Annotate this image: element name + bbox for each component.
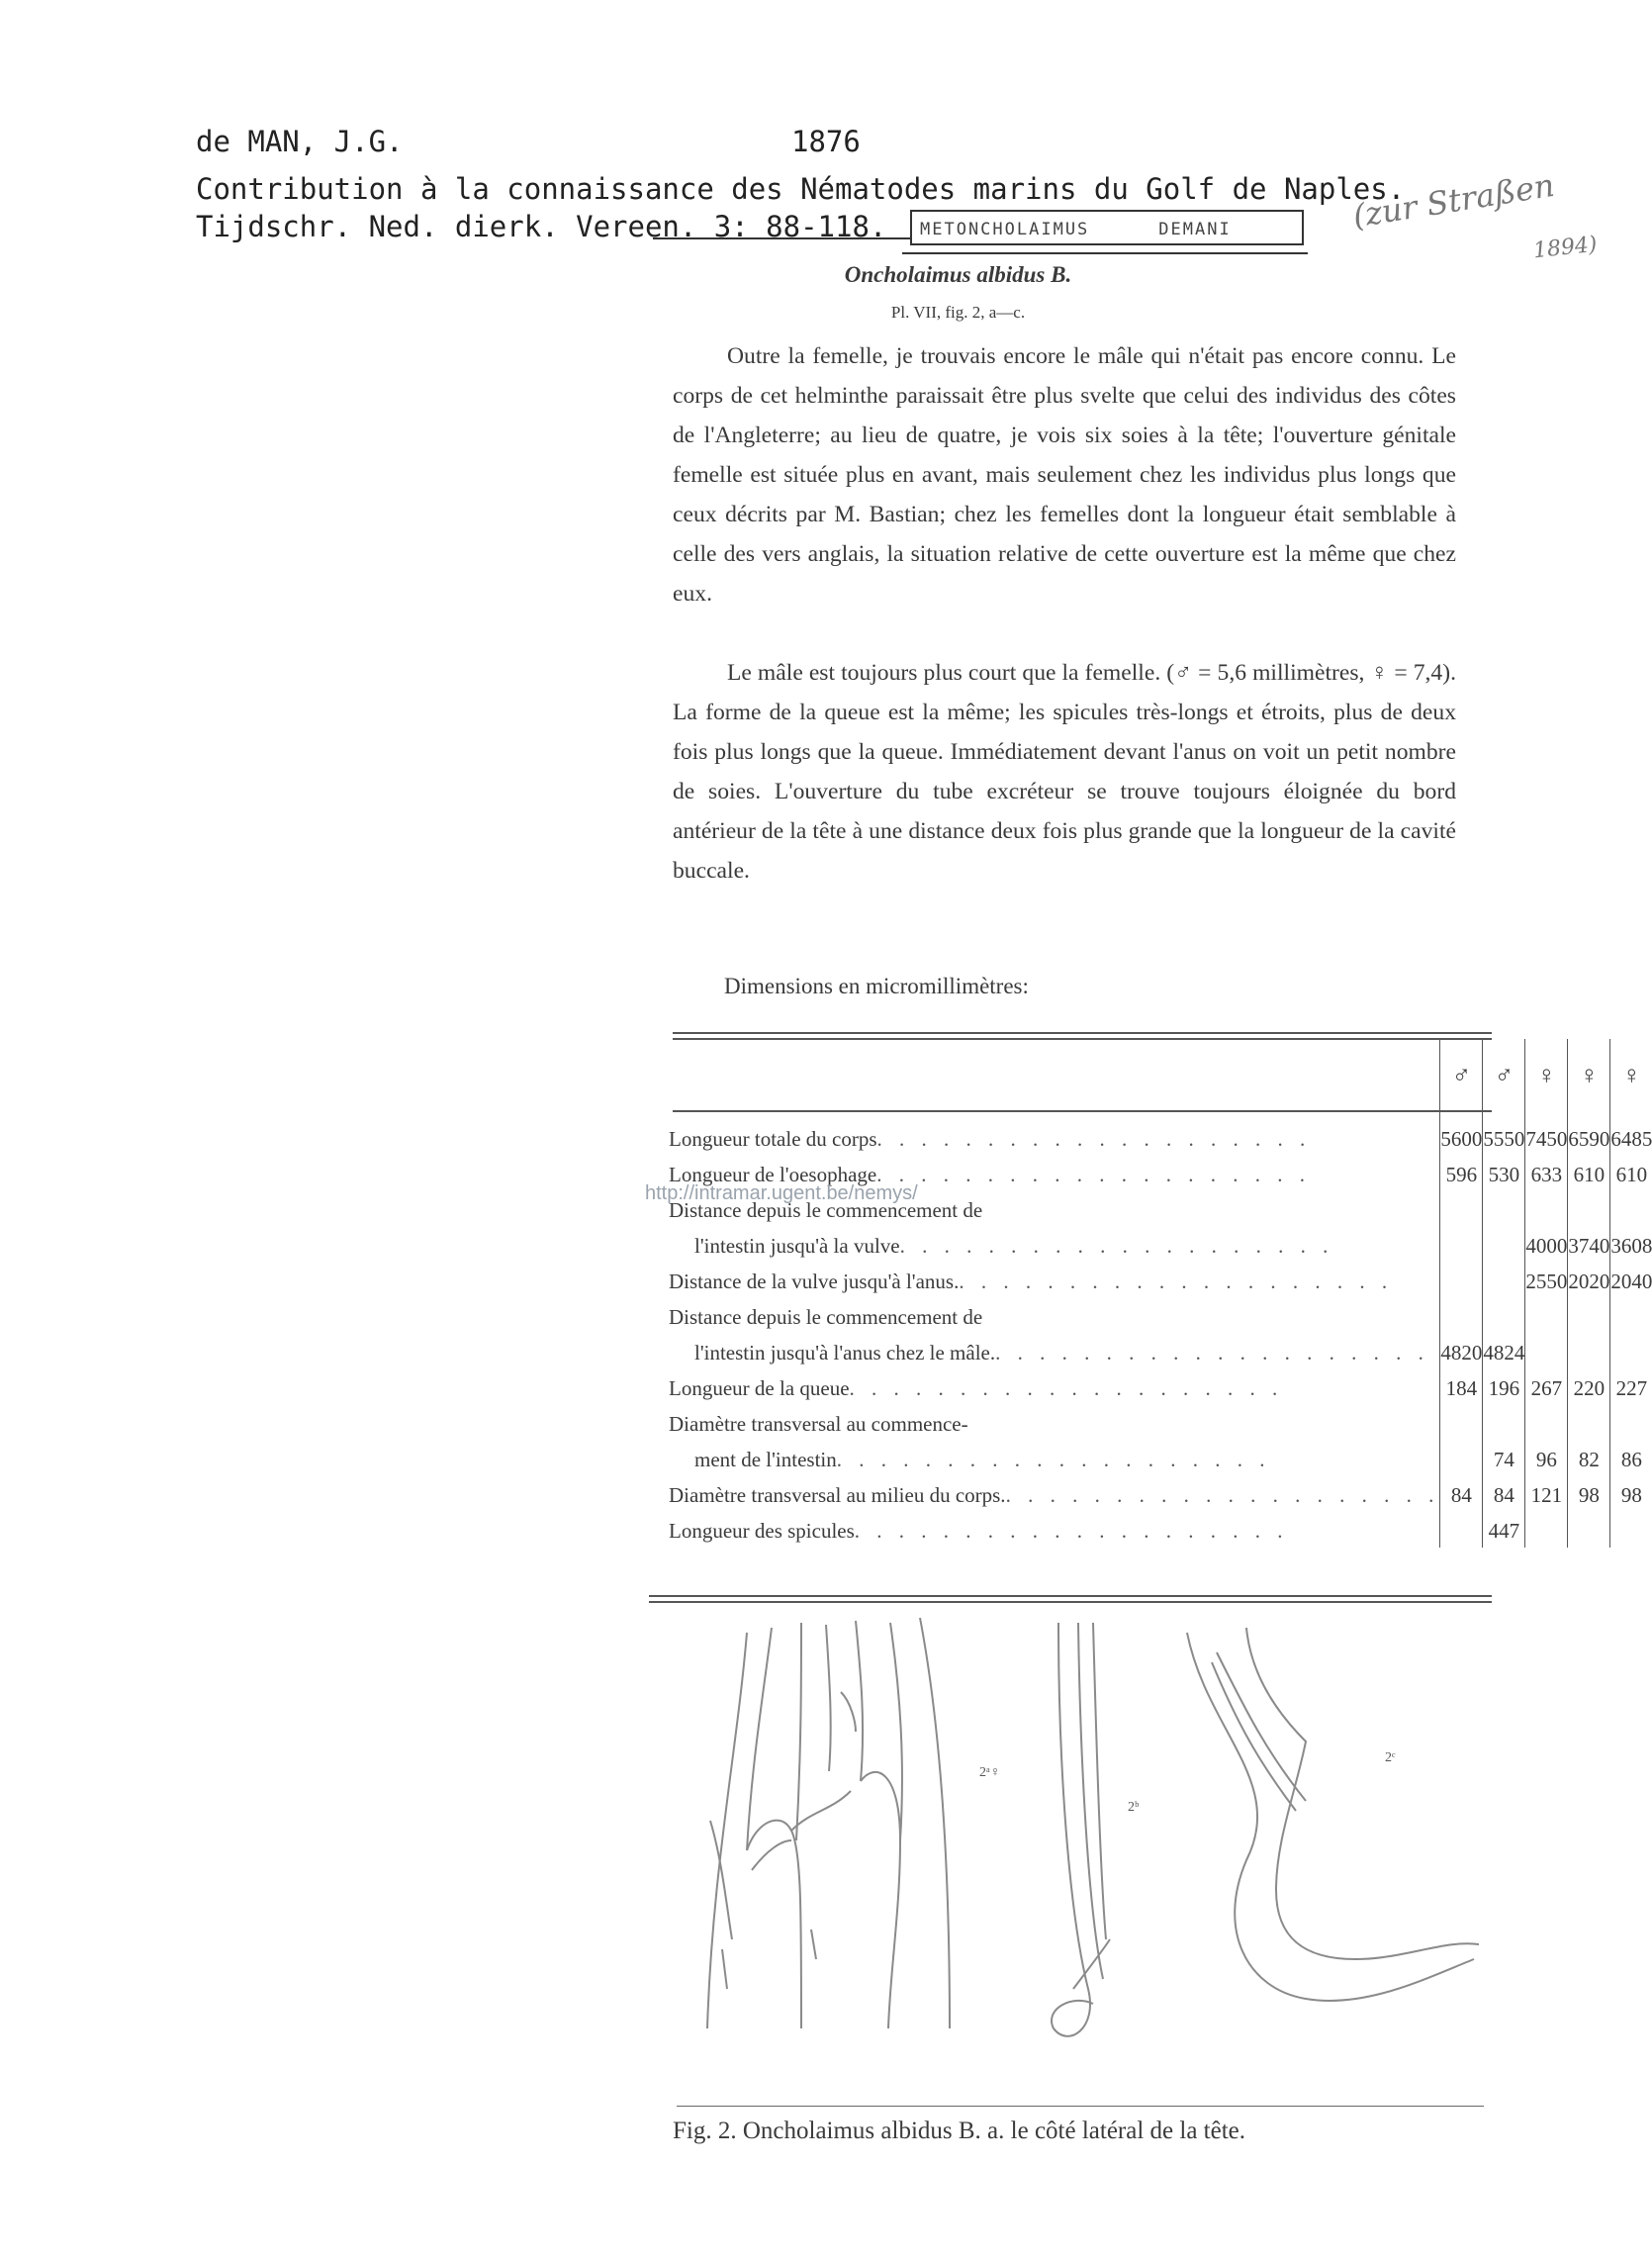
cell-value: 447	[1483, 1512, 1525, 1548]
label-underline-left	[653, 237, 910, 239]
cell-value: 227	[1610, 1369, 1652, 1405]
cell-value	[1440, 1441, 1483, 1476]
cell-value	[1440, 1298, 1483, 1334]
taxon-label-genus: METONCHOLAIMUS	[920, 220, 1090, 239]
cell-value: 7450	[1525, 1112, 1568, 1156]
row-label: l'intestin jusqu'à la vulve	[694, 1234, 900, 1258]
table-row	[669, 1298, 1652, 1334]
cell-value: 610	[1568, 1156, 1610, 1191]
cell-value	[1610, 1334, 1652, 1369]
leader-dots: . . . . . . . . . . . . . . . . . . . .	[995, 1341, 1429, 1365]
cell-value	[1610, 1512, 1652, 1548]
cell-value: 5600	[1440, 1112, 1483, 1156]
cell-value: 98	[1568, 1476, 1610, 1512]
leader-dots: . . . . . . . . . . . . . . . . . . . .	[959, 1270, 1394, 1293]
cell-value	[1483, 1191, 1525, 1227]
cell-value	[1440, 1191, 1483, 1227]
taxon-label-box	[910, 210, 1304, 245]
leader-dots	[982, 1300, 1439, 1334]
table-row	[669, 1369, 1652, 1405]
cell-value: 2020	[1568, 1263, 1610, 1298]
cell-value: 610	[1610, 1156, 1652, 1191]
row-label: Distance depuis le commencement de	[669, 1198, 983, 1222]
table-title: Dimensions en micromillimètres:	[724, 974, 1029, 998]
cell-value: 121	[1525, 1476, 1568, 1512]
paragraph-2: Le mâle est toujours plus court que la femelle. (♂ = 5,6 millimètres, ♀ = 7,4). La forme de la queue est la même; les spicules très-longs et étroits, plus de deux fois plus longs que la queue. Immédiatement devant l'anus on voit un petit nombre de soies. L'ouverture du tube excréteur se trouve toujours éloignée du bord antérieur de la tête à une distance deux fois plus grande que la longueur de la cavité buccale.	[673, 660, 1456, 884]
cell-value: 2550	[1525, 1263, 1568, 1298]
cell-value: 633	[1525, 1156, 1568, 1191]
cell-value: 184	[1440, 1369, 1483, 1405]
row-label: Longueur de l'oesophage	[669, 1163, 877, 1186]
cell-value	[1440, 1405, 1483, 1441]
species-heading: Oncholaimus albidus B.	[844, 262, 1072, 287]
cell-value	[1440, 1227, 1483, 1263]
watermark-url: http://intramar.ugent.be/nemys/	[645, 1182, 918, 1204]
column-female-2: ♀	[1568, 1039, 1610, 1112]
cell-value	[1525, 1191, 1568, 1227]
cell-value	[1525, 1512, 1568, 1548]
cell-value	[1610, 1298, 1652, 1334]
cell-value: 3740	[1568, 1227, 1610, 1263]
leader-dots	[982, 1193, 1439, 1227]
table-row	[669, 1441, 1652, 1476]
leader-dots: . . . . . . . . . . . . . . . . . . . .	[899, 1234, 1334, 1258]
dimensions-table	[669, 1039, 1652, 1548]
reference-title: Contribution à la connaissance des Nématodes marins du Golf de Naples.	[196, 172, 1406, 206]
figure-label-a: 2ᵃ♀	[979, 1765, 1001, 1780]
cell-value	[1568, 1334, 1610, 1369]
leader-dots: . . . . . . . . . . . . . . . . . . . .	[849, 1376, 1284, 1400]
cell-value: 86	[1610, 1441, 1652, 1476]
row-label: Longueur totale du corps	[669, 1127, 877, 1151]
handwritten-annotation: (zur Straßen	[1350, 165, 1557, 235]
cell-value: 84	[1483, 1476, 1525, 1512]
drawing-head	[707, 1618, 950, 2028]
cell-value	[1483, 1263, 1525, 1298]
cell-value	[1568, 1298, 1610, 1334]
cell-value	[1483, 1227, 1525, 1263]
cell-value: 196	[1483, 1369, 1525, 1405]
cell-value	[1568, 1191, 1610, 1227]
column-female-3: ♀	[1610, 1039, 1652, 1112]
cell-value: 6590	[1568, 1112, 1610, 1156]
table-body	[669, 1112, 1652, 1548]
row-label: Diamètre transversal au commence-	[669, 1412, 968, 1436]
cell-value: 98	[1610, 1476, 1652, 1512]
table-bottom-rule-2	[649, 1601, 1492, 1603]
cell-value	[1483, 1298, 1525, 1334]
cell-value: 596	[1440, 1156, 1483, 1191]
label-underline	[902, 252, 1308, 254]
plate-reference: Pl. VII, fig. 2, a—c.	[890, 303, 1026, 322]
table-top-rule-1	[673, 1032, 1492, 1034]
leader-dots: . . . . . . . . . . . . . . . . . . . .	[876, 1127, 1312, 1151]
table-row	[669, 1263, 1652, 1298]
table-header-row	[669, 1039, 1652, 1112]
cell-value: 220	[1568, 1369, 1610, 1405]
cell-value: 82	[1568, 1441, 1610, 1476]
row-label: Diamètre transversal au milieu du corps.	[669, 1483, 1006, 1507]
cell-value	[1483, 1405, 1525, 1441]
cell-value: 74	[1483, 1441, 1525, 1476]
cell-value: 3608	[1610, 1227, 1652, 1263]
cell-value: 4824	[1483, 1334, 1525, 1369]
cell-value	[1610, 1405, 1652, 1441]
cell-value	[1440, 1263, 1483, 1298]
cell-value: 96	[1525, 1441, 1568, 1476]
cell-value	[1525, 1405, 1568, 1441]
leader-dots: . . . . . . . . . . . . . . . . . . . .	[836, 1448, 1271, 1471]
row-label: ment de l'intestin	[694, 1448, 837, 1471]
column-male-2: ♂	[1483, 1039, 1525, 1112]
cell-value: 84	[1440, 1476, 1483, 1512]
leader-dots: . . . . . . . . . . . . . . . . . . . .	[876, 1163, 1311, 1186]
handwritten-annotation-year: 1894)	[1531, 232, 1599, 264]
table-bottom-rule-1	[649, 1595, 1492, 1597]
cell-value: 267	[1525, 1369, 1568, 1405]
drawing-male-tail	[1052, 1623, 1110, 2036]
leader-dots	[968, 1407, 1440, 1441]
figure-label-c: 2ᶜ	[1385, 1750, 1396, 1765]
cell-value: 4000	[1525, 1227, 1568, 1263]
caption-rule	[677, 2106, 1484, 2107]
table-row	[669, 1227, 1652, 1263]
cell-value: 2040	[1610, 1263, 1652, 1298]
cell-value	[1440, 1512, 1483, 1548]
cell-value	[1525, 1298, 1568, 1334]
reference-year: 1876	[791, 125, 861, 158]
cell-value	[1610, 1191, 1652, 1227]
leader-dots: . . . . . . . . . . . . . . . . . . . .	[854, 1519, 1289, 1543]
table-row	[669, 1334, 1652, 1369]
cell-value: 4820	[1440, 1334, 1483, 1369]
cell-value	[1568, 1512, 1610, 1548]
figure-drawings	[653, 1613, 1543, 2088]
row-label: Distance de la vulve jusqu'à l'anus.	[669, 1270, 960, 1293]
figure-label-b: 2ᵇ	[1128, 1800, 1140, 1815]
leader-dots: . . . . . . . . . . . . . . . . . . . .	[1005, 1483, 1440, 1507]
row-label: Longueur de la queue	[669, 1376, 850, 1400]
table-row	[669, 1512, 1652, 1548]
row-label: Distance depuis le commencement de	[669, 1305, 983, 1329]
column-male-1: ♂	[1440, 1039, 1483, 1112]
taxon-label-species: DEMANI	[1158, 220, 1232, 239]
reference-author: de MAN, J.G.	[196, 125, 404, 158]
reference-journal: Tijdschr. Ned. dierk. Vereen. 3: 88-118.	[196, 210, 887, 243]
figure-caption: Fig. 2. Oncholaimus albidus B. a. le côté latéral de la tête.	[673, 2118, 1246, 2144]
table-row	[669, 1476, 1652, 1512]
column-female-1: ♀	[1525, 1039, 1568, 1112]
table-row	[669, 1405, 1652, 1441]
cell-value	[1525, 1334, 1568, 1369]
cell-value: 5550	[1483, 1112, 1525, 1156]
table-row	[669, 1112, 1652, 1156]
row-label: Longueur des spicules	[669, 1519, 855, 1543]
cell-value: 530	[1483, 1156, 1525, 1191]
cell-value	[1568, 1405, 1610, 1441]
row-label: l'intestin jusqu'à l'anus chez le mâle.	[694, 1341, 996, 1365]
paragraph-1: Outre la femelle, je trouvais encore le mâle qui n'était pas encore connu. Le corps de cet helminthe paraissait être plus svelte que celui des individus des côtes de l'Angleterre; au lieu de quatre, je vois six soies à la tête; l'ouverture génitale femelle est située plus en avant, mais seulement chez les individus plus longs que ceux décrits par M. Bastian; chez les femelles dont la longueur était semblable à celle des vers anglais, la situation relative de cette ouverture est la même que chez eux.	[673, 343, 1456, 607]
drawing-curved-tail	[1187, 1628, 1479, 2001]
cell-value: 6485	[1610, 1112, 1652, 1156]
